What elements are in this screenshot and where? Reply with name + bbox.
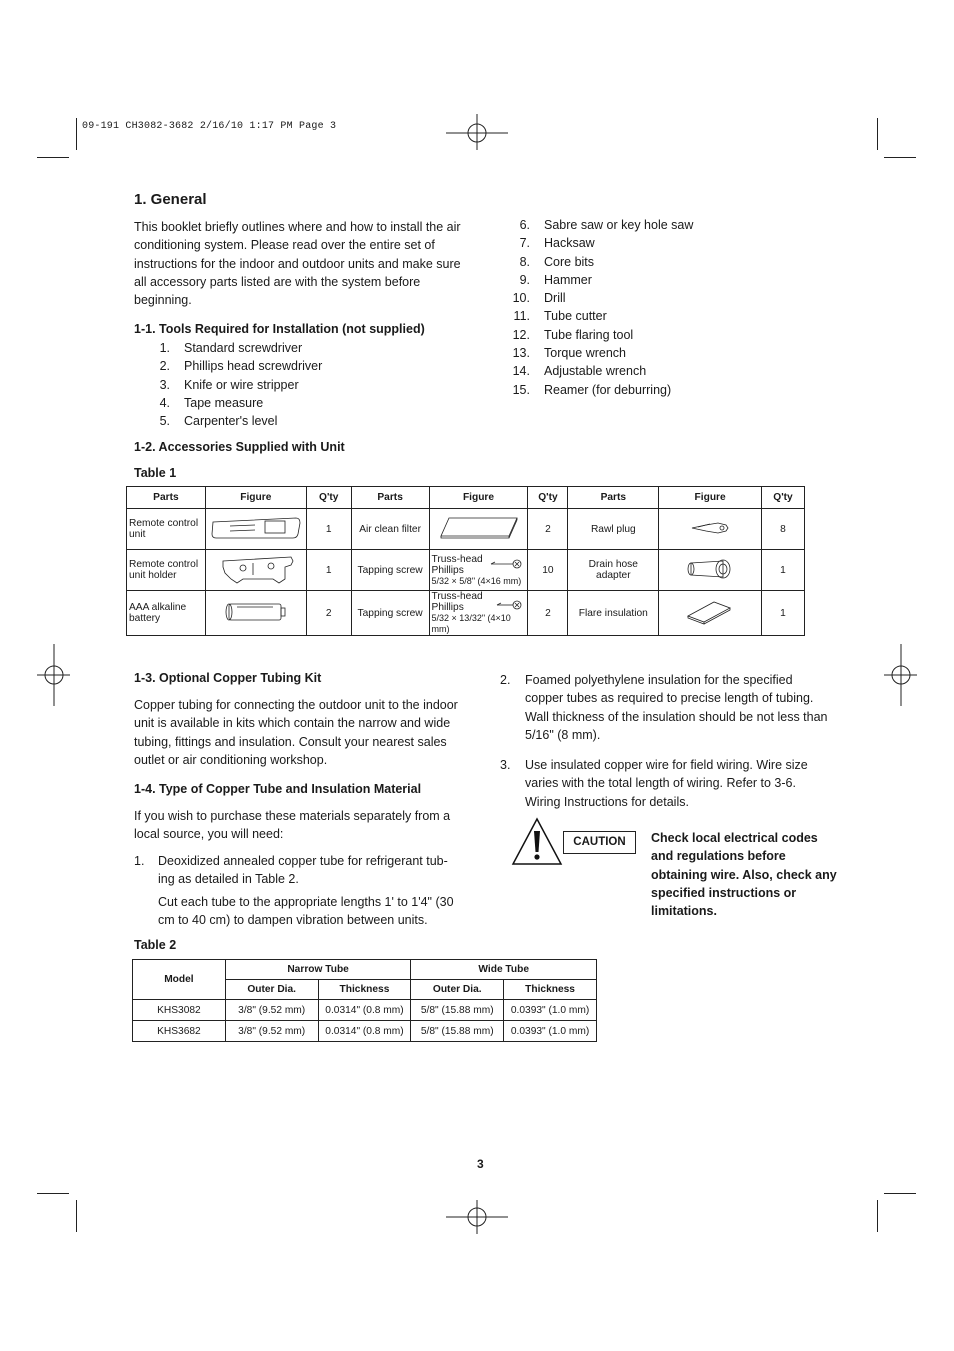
rawl-plug-icon [688,517,732,539]
copper-item-2: Foamed polyethylene insulation for the specified copper tubes as required to precise length of tubing. Wall thickness of the insulation should be not less than 5/16" (8 mm). [525,673,828,742]
part-name: Tapping screw [351,591,429,636]
qty: 10 [528,550,568,591]
list-item [150,394,410,412]
list-item-text: Reamer (for deburring) [544,382,672,397]
table-cell: 0.0393" (1.0 mm) [504,1021,597,1042]
list-item-number: 9. [519,272,530,287]
list-item-number: 5. [159,414,170,429]
th-outer-dia: Outer Dia. [411,980,504,1000]
qty: 1 [306,509,351,550]
list-item [510,271,770,289]
warning-triangle-icon [511,817,563,867]
th-qty: Q'ty [306,487,351,509]
list-item-number: 7. [519,236,530,251]
qty: 2 [528,509,568,550]
part-name: Remote control unit holder [127,550,206,591]
item-number: 3. [500,758,511,772]
part-name: Tapping screw [351,550,429,591]
list-item-text: Knife or wire stripper [184,377,299,392]
holder-figure [205,550,306,591]
list-item-number: 10. [512,291,530,306]
copper-tube-table [132,959,597,1042]
caution-text: Check local electrical codes and regulations before obtaining wire. Also, check any specified instructions or limitations. [651,831,837,919]
item-number: 2. [500,673,511,687]
screw-spec-line: Truss-head [431,553,483,565]
list-item-number: 14. [512,364,530,379]
tools-list-right [510,216,770,399]
list-item-number: 3. [159,377,170,392]
table-row [127,509,805,550]
screw-size: 5/32 × 13/32" (4×10 mm) [431,613,511,634]
list-item [150,357,410,375]
air-filter-icon [437,515,521,541]
th-model: Model [133,960,226,1000]
remote-control-icon [210,514,302,542]
table-row [127,550,805,591]
table-cell: KHS3082 [133,1000,226,1021]
list-item-number: 11. [513,309,530,324]
th-thickness: Thickness [318,980,411,1000]
list-item [510,289,770,307]
flare-insulation-figure [659,591,762,636]
list-item-text: Carpenter's level [184,414,278,429]
list-item-text: Torque wrench [544,346,626,361]
print-header: 09-191 CH3082-3682 2/16/10 1:17 PM Page 3 [82,121,337,132]
table-cell: 0.0314" (0.8 mm) [318,1021,411,1042]
table-cell: 5/8" (15.88 mm) [411,1000,504,1021]
qty: 8 [762,509,805,550]
list-item-number: 15. [512,382,530,397]
list-item-text: Adjustable wrench [544,364,647,379]
list-item-text: Sabre saw or key hole saw [544,218,694,232]
list-item-number: 4. [159,395,170,410]
screw-icon [493,599,523,611]
th-qty: Q'ty [762,487,805,509]
screw-figure-long [429,550,528,591]
list-item-text: Tube flaring tool [544,327,634,342]
list-item-number: 13. [512,346,530,361]
list-item-number: 6. [519,218,530,232]
part-name: Air clean filter [351,509,429,550]
list-item-text: Standard screwdriver [184,341,303,355]
th-parts: Parts [127,487,206,509]
page-number: 3 [477,1157,484,1171]
battery-icon [223,600,289,624]
copper-item-1: Deoxidized annealed copper tube for refrigerant tub-ing as detailed in Table 2. [158,854,448,887]
copper-item-1-note: Cut each tube to the appropriate lengths 1' to 1'4" (30 cm to 40 cm) to dampen vibration between units. [158,895,454,928]
list-item [510,344,770,362]
remote-control-figure [205,509,306,550]
table-row [127,591,805,636]
list-item-number: 12. [512,327,530,342]
th-figure: Figure [205,487,306,509]
list-item [510,362,770,380]
air-filter-figure [429,509,528,550]
screw-spec-line: Phillips [431,602,464,613]
list-item-text: Tape measure [184,395,264,410]
part-name: Flare insulation [568,591,659,636]
th-thickness: Thickness [504,980,597,1000]
table-cell: 0.0393" (1.0 mm) [504,1000,597,1021]
table-cell: KHS3682 [133,1021,226,1042]
screw-spec-line: Truss-head [431,591,483,602]
accessories-table [126,486,805,636]
tools-heading: 1-1. Tools Required for Installation (not supplied) [134,322,425,336]
qty: 1 [762,591,805,636]
list-item [510,307,770,325]
list-item [150,339,410,357]
table-cell: 0.0314" (0.8 mm) [318,1000,411,1021]
caution-label: CAUTION [563,831,636,854]
accessories-heading: 1-2. Accessories Supplied with Unit [134,440,345,454]
list-item-text: Phillips head screwdriver [184,359,323,374]
table2-label: Table 2 [134,938,177,952]
th-figure: Figure [659,487,762,509]
list-item-text: Drill [544,291,566,306]
list-item [510,234,770,252]
list-item-text: Hammer [544,272,592,287]
th-outer-dia: Outer Dia. [225,980,318,1000]
table1-label: Table 1 [134,466,177,480]
table1-header-row [127,487,805,509]
table-row [133,1021,597,1042]
part-name: Remote control unit [127,509,206,550]
tools-list-left [150,339,410,430]
part-name: Drain hose adapter [568,550,659,591]
intro-paragraph: This booklet briefly outlines where and how to install the air conditioning system. Please read over the entire set of instructions for the indoor and outdoor units and make sure all accessory parts listed are with the system before beginning. [134,220,461,308]
qty: 2 [528,591,568,636]
th-figure: Figure [429,487,528,509]
screw-icon [489,558,523,570]
list-item-text: Tube cutter [544,309,607,324]
th-parts: Parts [568,487,659,509]
copper-tube-intro: If you wish to purchase these materials separately from a local source, you will need: [134,809,451,842]
qty: 1 [306,550,351,591]
list-item-number: 2. [159,359,170,374]
table-cell: 3/8" (9.52 mm) [225,1021,318,1042]
list-item [150,376,410,394]
th-parts: Parts [351,487,429,509]
table-row [133,1000,597,1021]
list-item [510,253,770,271]
table-cell: 3/8" (9.52 mm) [225,1000,318,1021]
th-qty: Q'ty [528,487,568,509]
th-narrow-tube: Narrow Tube [225,960,411,980]
optional-kit-heading: 1-3. Optional Copper Tubing Kit [134,671,322,685]
list-item [510,216,770,234]
flare-insulation-icon [684,598,736,626]
list-item-number: 1. [159,341,170,355]
list-item-number: 8. [519,254,530,269]
table-cell: 5/8" (15.88 mm) [411,1021,504,1042]
item-number: 1. [134,854,145,868]
list-item [510,381,770,399]
screw-spec-line: Phillips [431,564,464,576]
remote-holder-icon [213,553,299,585]
table2-header-row [133,960,597,980]
drain-adapter-figure [659,550,762,591]
list-item-text: Core bits [544,254,595,269]
screw-figure-short [429,591,528,636]
optional-kit-text: Copper tubing for connecting the outdoor unit to the indoor unit is available in kits which contain the narrow and wide tubing, fittings and insulation. Consult your nearest sales outlet or air conditioning workshop. [134,698,458,767]
qty: 2 [306,591,351,636]
drain-hose-adapter-icon [685,555,735,583]
th-wide-tube: Wide Tube [411,960,597,980]
battery-figure [205,591,306,636]
rawl-plug-figure [659,509,762,550]
copper-tube-heading: 1-4. Type of Copper Tube and Insulation Material [134,782,422,796]
list-item [150,412,410,430]
screw-size: 5/32 × 5/8" (4×16 mm) [431,575,522,586]
section-title: 1. General [134,191,207,208]
part-name: AAA alkaline battery [127,591,206,636]
qty: 1 [762,550,805,591]
copper-item-3: Use insulated copper wire for field wiring. Wire size varies with the total length of wiring. Refer to 3-6. Wiring Instructions for details. [525,758,808,809]
list-item [510,326,770,344]
list-item-text: Hacksaw [544,236,595,251]
part-name: Rawl plug [568,509,659,550]
